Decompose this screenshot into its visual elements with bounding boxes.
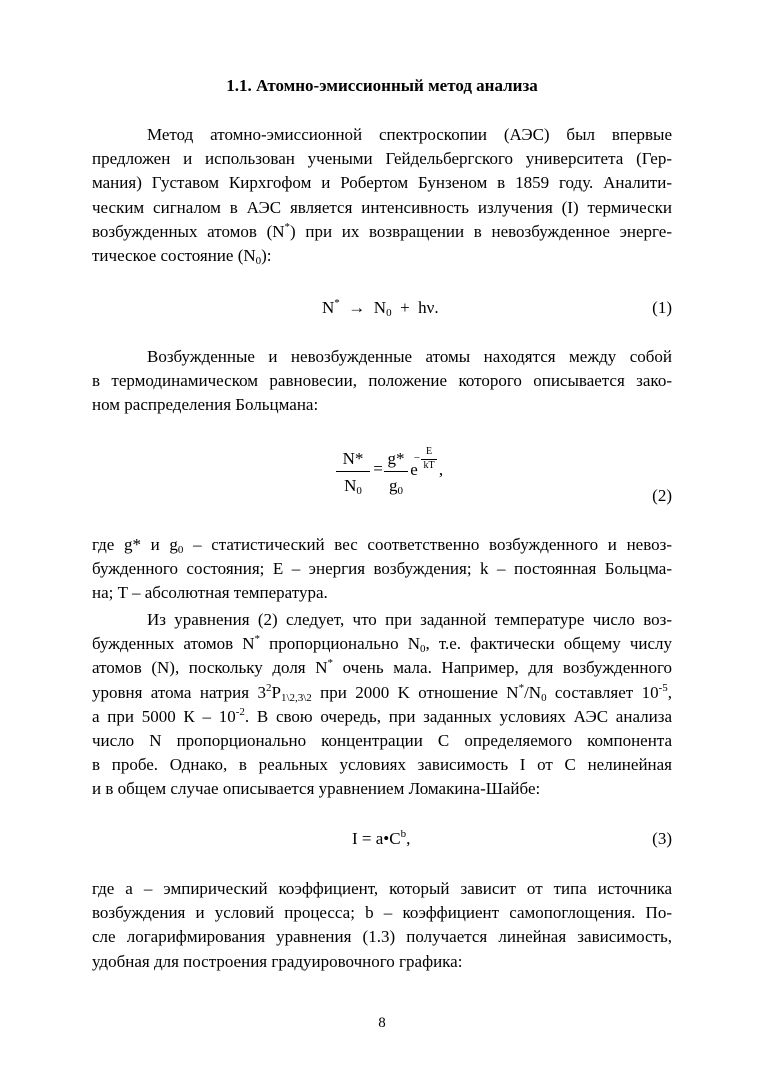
text-line: бужденных атомов N* пропорционально $N_0$, т.е. фактически общему числу [92,633,673,656]
paragraph-5 [92,877,672,974]
page-number: 8 [378,1015,386,1031]
text-line: ном распределения Больцмана: [92,395,319,415]
text-line: и в общем случае описывается уравнением Ломакина-Шайбе: [92,779,541,799]
exponent-numerator: E [425,446,433,457]
text-line: сле логарифмирования уравнения (1.3) получается линейная зависимость, [92,927,672,947]
equation-1: $N^* \to N_0 + h\nu$. [322,297,439,319]
fraction-numerator: N* [342,449,364,468]
paragraph-2 [92,345,672,418]
text-line: Метод атомно-эмиссионной спектроскопии (АЭС) был впервые [147,125,672,144]
equation-2-number: (2) [652,486,672,505]
exponent-denominator: kT [423,460,435,471]
section-title: 1.1. Атомно-эмиссионный метод анализа [226,76,538,95]
paragraph-4 [92,608,672,802]
exponent-minus: − [413,452,421,464]
text-line: Возбужденные и невозбужденные атомы находятся между собой [147,347,672,366]
exponential-base: e [410,460,418,479]
text-line: возбуждения и условий процесса; b – коэффициент самопоглощения. По- [92,903,672,923]
fraction-numerator: g* [387,449,405,468]
text-line: атомов (N), поскольку доля N* очень мала. Например, для возбужденного [92,657,673,678]
text-line: число N пропорционально концентрации C определяемого компонента [92,730,672,750]
text-line: удобная для построения градуировочного графика: [92,951,463,971]
text-line: где a – эмпирический коэффициент, который зависит от типа источника [92,879,672,898]
text-line: бужденного состояния; E – энергия возбуждения; k – постоянная Больцма- [92,559,672,579]
text-line: ческим сигналом в АЭС является интенсивность излучения (I) термически [92,197,672,217]
equals-sign: = [373,459,383,478]
paragraph-3 [92,533,672,606]
fraction-denominator: $N_0$ [344,476,362,497]
text-line: возбужденных атомов (N*) при их возвращении в невозбужденное энерге- [92,220,672,241]
text-line: в пробе. Однако, в реальных условиях зависимость I от C нелинейная [92,755,672,775]
text-line: Из уравнения (2) следует, что при заданной температуре число воз- [147,610,672,629]
text-line: тическое состояние $(N_0)$: [92,245,272,267]
equation-3-number: (3) [652,829,672,848]
equation-3: $I = a•C^b$, [352,828,411,848]
text-line: на; T – абсолютная температура. [92,583,328,603]
text-line: а при 5000 К – $10^{-2}$. В свою очередь, при заданных условиях АЭС анализа [92,705,672,726]
equation-1-number: (1) [652,298,672,317]
text-line: мания) Густавом Кирхгофом и Робертом Бунзеном в 1859 году. Аналити- [92,173,672,193]
text-line: в термодинамическом равновесии, положение которого описывается зако- [92,371,672,391]
equation-comma: , [438,460,444,479]
fraction-bar [336,471,370,472]
text-line: где g* и $g_0$ – статистический вес соответственно возбужденного и невоз- [92,535,672,556]
text-line: предложен и использован учеными Гейдельбергского университета (Гер- [92,149,672,169]
fraction-bar [384,471,408,472]
fraction-denominator: $g_0$ [389,476,403,497]
text-line: уровня атома натрия $3^2P_{1\backslash 2,3\backslash 2}$ при 2000 K отношение $N^*/N_0$ составляет $10^{-5}$, [92,681,672,704]
paragraph-1 [92,123,672,268]
